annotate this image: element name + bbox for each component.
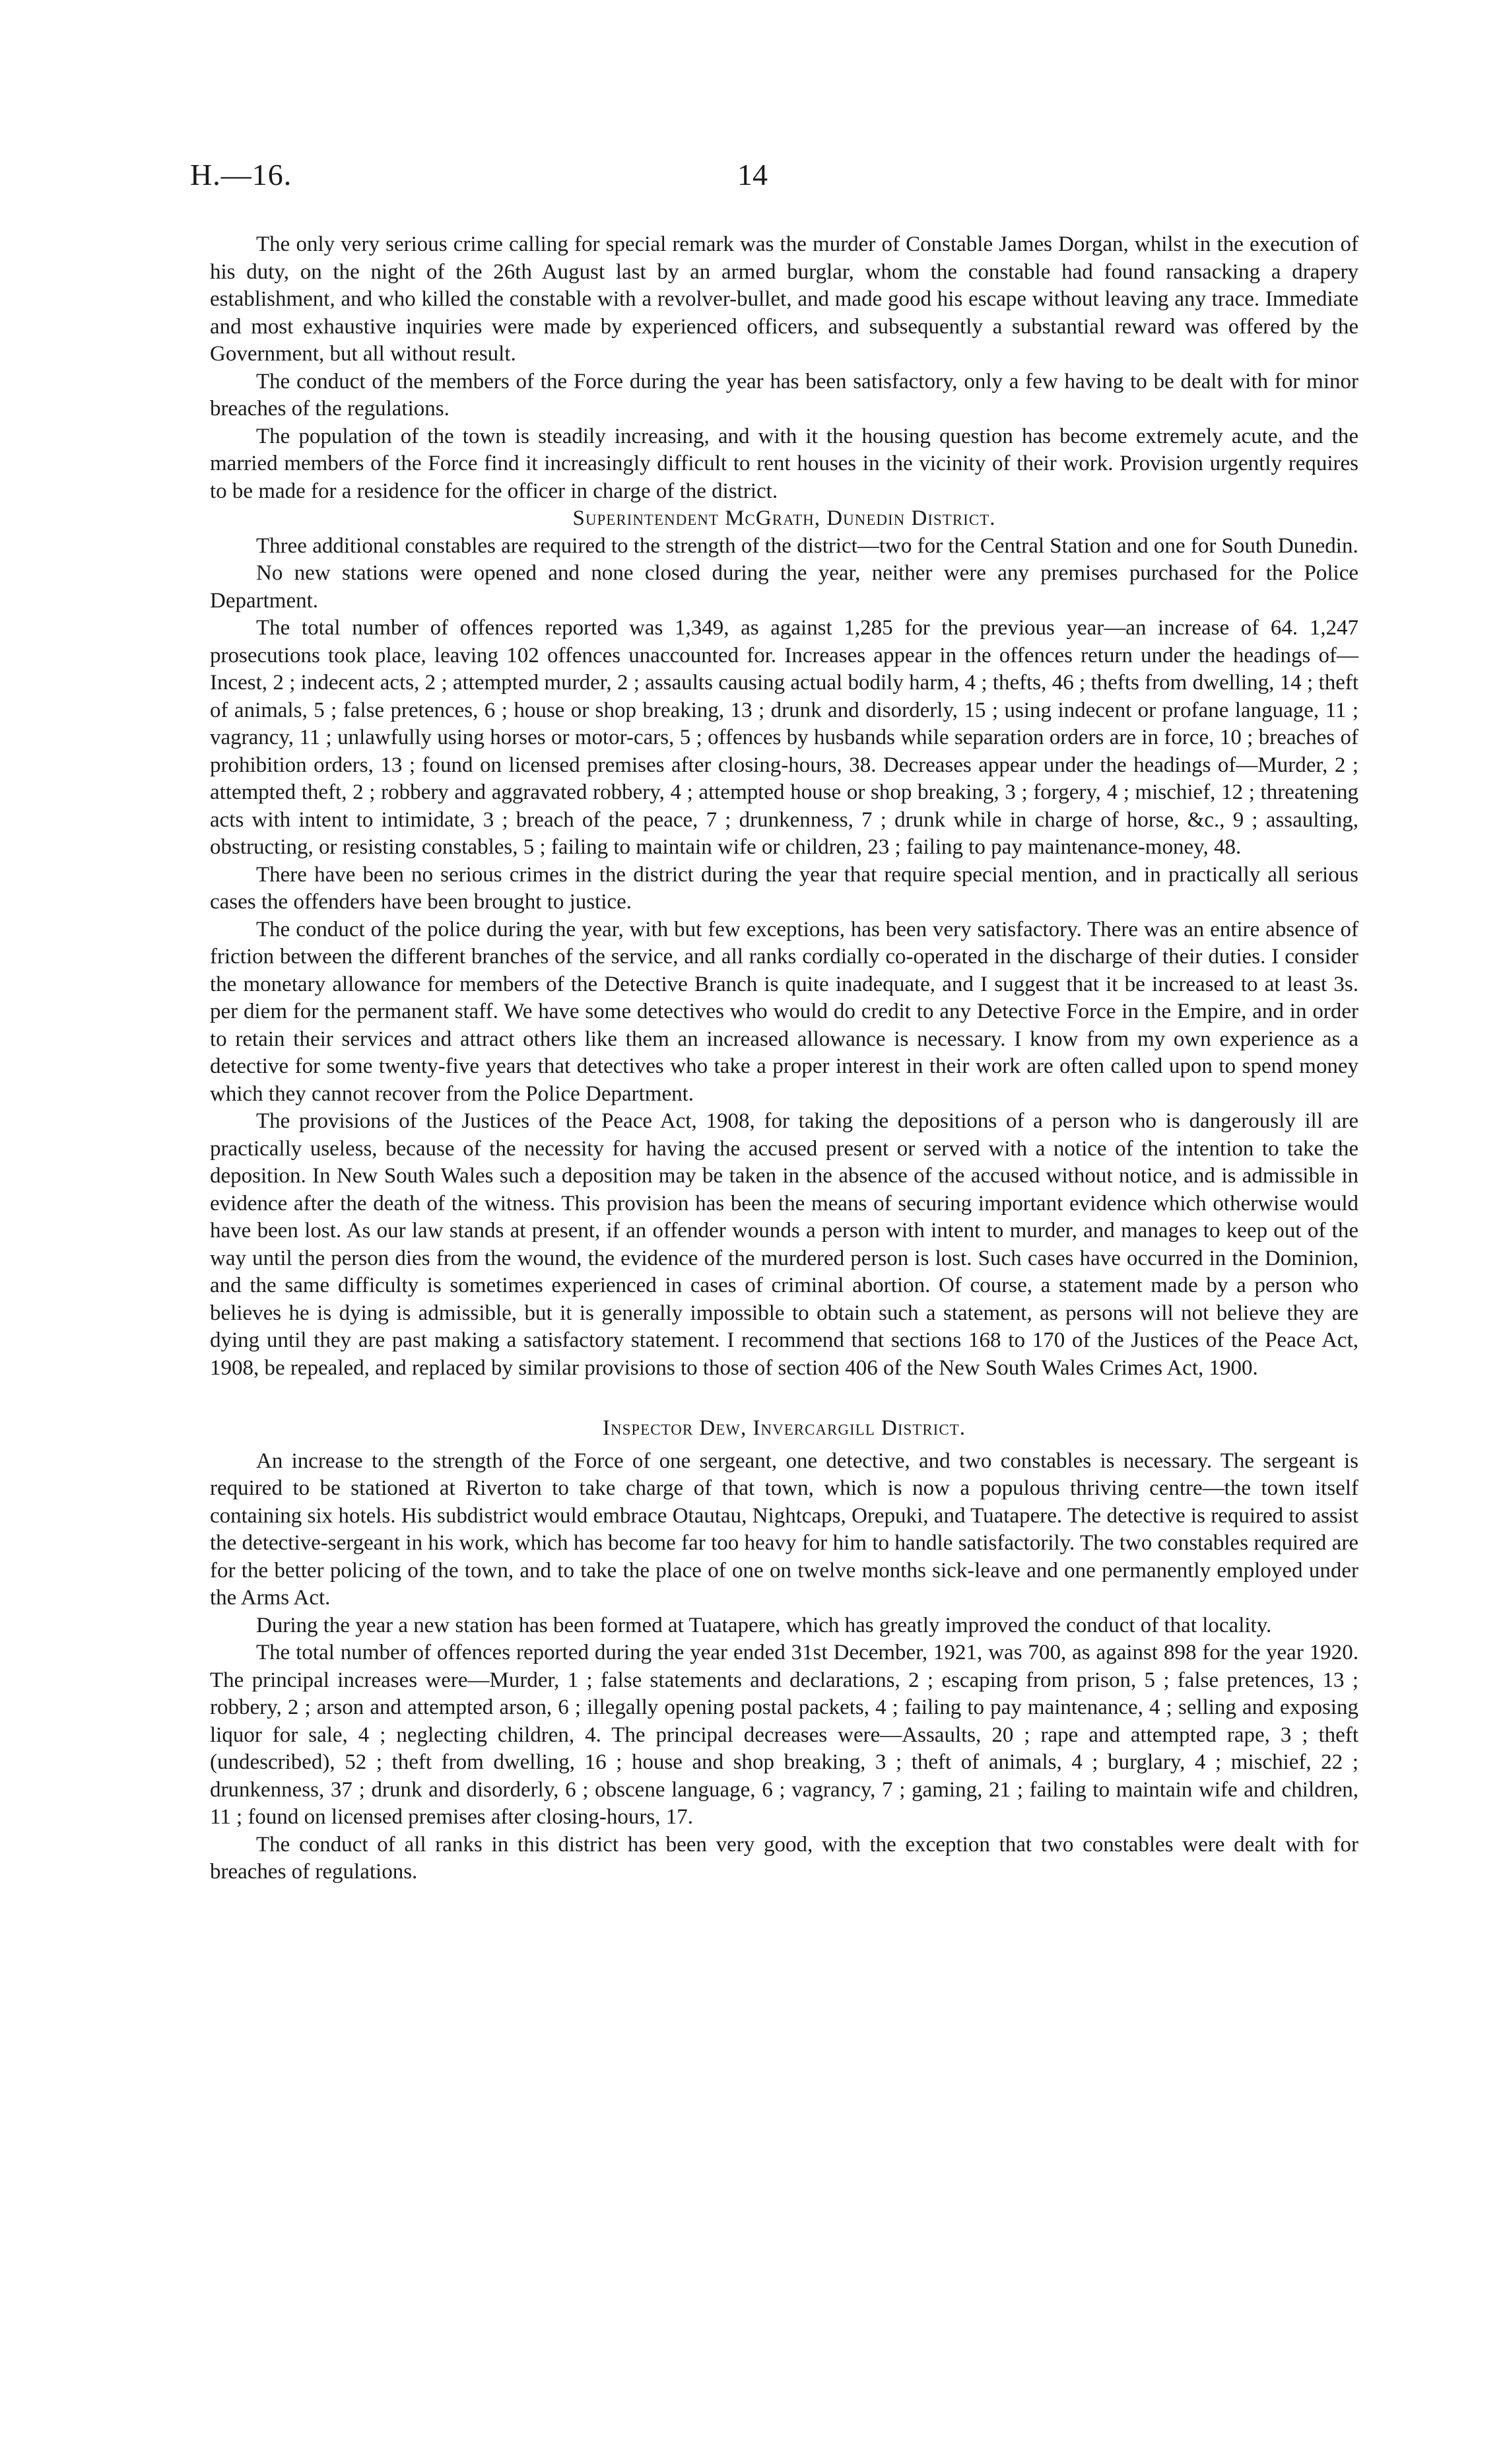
paragraph: The only very serious crime calling for special remark was the murder of Constable James Dorgan, whilst in the execution of his duty, on the night of the 26th August last by an armed burglar, whom the constable had found ransacking a drapery establishment, and who killed the constable with a revolver-bullet, and made good his escape without leaving any trace. Immediate and most exhaustive inquiries were made by experienced officers, and subsequently a substantial reward was offered by the Government, but all without result. [210,232,1358,366]
paragraph: An increase to the strength of the Force of one sergeant, one detective, and two constables is necessary. The sergeant is required to be stationed at Riverton to take charge of that town, which is now a populous thriving centre—the town itself containing six hotels. His subdistrict would embrace Otautau, Nightcaps, Orepuki, and Tuatapere. The detective is required to assist the detective-sergeant in his work, which has become far too heavy for him to handle satisfactorily. The two constables required are for the better policing of the town, and to take the place of one on twelve months sick-leave and one permanently employed under the Arms Act. [210,1449,1358,1610]
paragraph: Three additional constables are required to the strength of the district—two for the Central Station and one for South Dunedin. [256,533,1358,558]
paragraph: The population of the town is steadily increasing, and with it the housing question has become extremely acute, and the married members of the Force find it increasingly difficult to rent houses in the vicinity of their work. Provision urgently requires to be made for a residence for the officer in charge of the district. [210,424,1358,503]
document-reference: H.—16. [190,158,292,191]
paragraph: The total number of offences reported was 1,349, as against 1,285 for the previous year—an increase of 64. 1,247 prosecutions took place, leaving 102 offences unaccounted for. Increases appear in the offences return under the headings of—Incest, 2 ; indecent acts, 2 ; attempted murder, 2 ; assaults causing actual bodily harm, 4 ; thefts, 46 ; thefts from dwelling, 14 ; theft of animals, 5 ; false pretences, 6 ; house or shop breaking, 13 ; drunk and disorderly, 15 ; using indecent or profane language, 11 ; vagrancy, 11 ; unlawfully using horses or motor-cars, 5 ; offences by husbands while separation orders are in force, 10 ; breaches of prohibition orders, 13 ; found on licensed premises after closing-hours, 38. Decreases appear under the headings of—Murder, 2 ; attempted theft, 2 ; robbery and aggravated robbery, 4 ; attempted house or shop breaking, 3 ; forgery, 4 ; mischief, 12 ; threatening acts with intent to intimidate, 3 ; breach of the peace, 7 ; drunkenness, 7 ; drunk while in charge of horse, &c., 9 ; assaulting, obstructing, or resisting constables, 5 ; failing to maintain wife or children, 23 ; failing to pay maintenance-money, 48. [210,616,1358,859]
paragraph: During the year a new station has been formed at Tuatapere, which has greatly improved the conduct of that locality. [256,1613,1272,1637]
section-heading-dunedin: Superintendent McGrath, Dunedin District. [572,506,996,530]
paragraph: There have been no serious crimes in the district during the year that require special mention, and in practically all serious cases the offenders have been brought to justice. [210,862,1358,914]
section-heading-invercargill: Inspector Dew, Invercargill District. [603,1416,966,1440]
paragraph: The conduct of all ranks in this district has been very good, with the exception that two constables were dealt with for breaches of regulations. [210,1832,1358,1884]
paragraph: The total number of offences reported during the year ended 31st December, 1921, was 700, as against 898 for the year 1920. The principal increases were—Murder, 1 ; false statements and declarations, 2 ; escaping from prison, 5 ; false pretences, 13 ; robbery, 2 ; arson and attempted arson, 6 ; illegally opening postal packets, 4 ; failing to pay maintenance, 4 ; selling and exposing liquor for sale, 4 ; neglecting children, 4. The principal decreases were—Assaults, 20 ; rape and attempted rape, 3 ; theft (undescribed), 52 ; theft from dwelling, 16 ; house and shop breaking, 3 ; theft of animals, 4 ; burglary, 4 ; mischief, 22 ; drunkenness, 37 ; drunk and disorderly, 6 ; obscene language, 6 ; vagrancy, 7 ; gaming, 21 ; failing to maintain wife and children, 11 ; found on licensed premises after closing-hours, 17. [210,1641,1358,1829]
paragraph: No new stations were opened and none closed during the year, neither were any premises purchased for the Police Department. [210,561,1358,613]
paragraph: The conduct of the members of the Force during the year has been satisfactory, only a few having to be dealt with for minor breaches of the regulations. [210,369,1358,421]
paragraph: The conduct of the police during the year, with but few exceptions, has been very satisfactory. There was an entire absence of friction between the different branches of the service, and all ranks cordially co-operated in the discharge of their duties. I consider the monetary allowance for members of the Detective Branch is quite inadequate, and I suggest that it be increased to at least 3s. per diem for the permanent staff. We have some detectives who would do credit to any Detective Force in the Empire, and in order to retain their services and attract others like them an increased allowance is necessary. I know from my own experience as a detective for some twenty-five years that detectives who take a proper interest in their work are often called upon to spend money which they cannot recover from the Police Department. [210,917,1358,1106]
page-number: 14 [737,158,768,191]
document-body [210,231,1358,1886]
paragraph: The provisions of the Justices of the Peace Act, 1908, for taking the depositions of a person who is dangerously ill are practically useless, because of the necessity for having the accused present or served with a notice of the intention to take the deposition. In New South Wales such a deposition may be taken in the absence of the accused without notice, and is admissible in evidence after the death of the witness. This provision has been the means of securing important evidence which otherwise would have been lost. As our law stands at present, if an offender wounds a person with intent to murder, and manages to keep out of the way until the person dies from the wound, the evidence of the murdered person is lost. Such cases have occurred in the Dominion, and the same difficulty is sometimes experienced in cases of criminal abortion. Of course, a statement made by a person who believes he is dying is admissible, but it is generally impossible to obtain such a statement, as persons will not believe they are dying until they are past making a satisfactory statement. I recommend that sections 168 to 170 of the Justices of the Peace Act, 1908, be repealed, and replaced by similar provisions to those of section 406 of the New South Wales Crimes Act, 1900. [210,1109,1358,1380]
